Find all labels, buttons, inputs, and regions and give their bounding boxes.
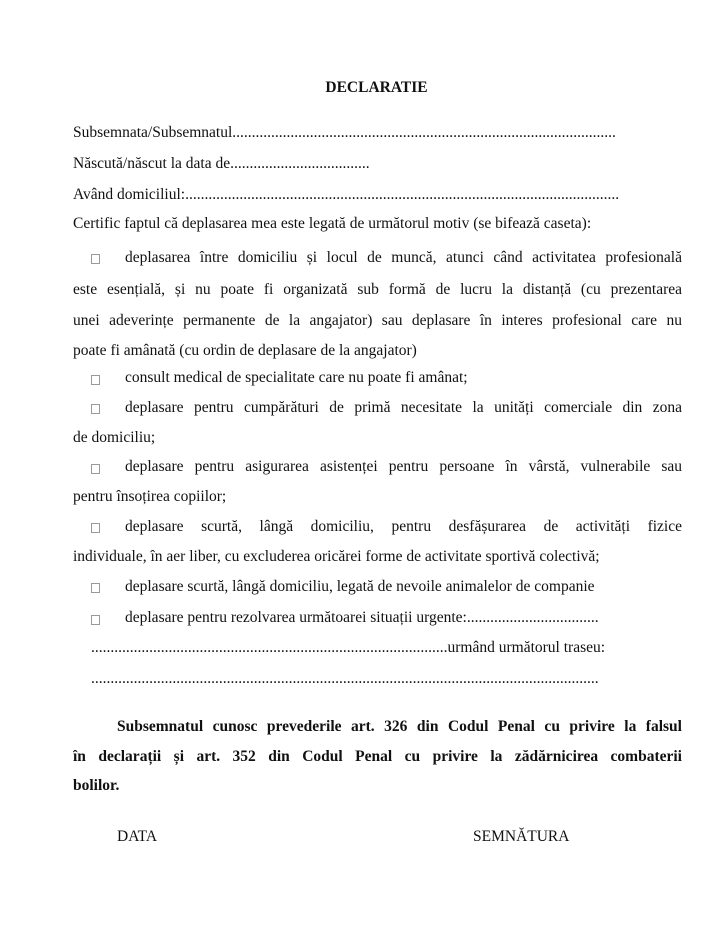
option-assistance-line2: pentru însoțirea copiilor; <box>73 488 227 505</box>
document-title: DECLARATIE <box>325 79 428 96</box>
option-work-line2: este esențială, și nu poate fi organizată sub formă de lucru la distanță (cu prezentarea <box>73 281 682 298</box>
checkbox-medical[interactable] <box>91 375 100 385</box>
checkbox-shopping[interactable] <box>91 404 100 414</box>
option-pets-line1: deplasare scurtă, lângă domiciliu, legată de nevoile animalelor de companie <box>125 578 595 595</box>
option-assistance-line1: deplasare pentru asigurarea asistenței pentru persoane în vârstă, vulnerabile sau <box>125 458 682 475</box>
option-physical-activity-line1: deplasare scurtă, lângă domiciliu, pentru desfășurarea de activități fizice <box>125 518 682 535</box>
warning-line1: Subsemnatul cunosc prevederile art. 326 din Codul Penal cu privire la falsul <box>117 718 682 735</box>
option-work-line4: poate fi amânată (cu ordin de deplasare de la angajator) <box>73 342 417 359</box>
option-urgent-line1[interactable]: deplasare pentru rezolvarea următoarei situații urgente:.................................. <box>125 609 599 626</box>
checkbox-physical-activity[interactable] <box>91 523 100 533</box>
checkbox-work[interactable] <box>91 254 100 264</box>
checkbox-pets[interactable] <box>91 583 100 593</box>
route-line-2[interactable]: ................................................................................................................................... <box>91 670 599 687</box>
route-line-1[interactable]: ............................................................................................urmând următorul traseu: <box>91 639 606 656</box>
option-shopping-line2: de domiciliu; <box>73 429 156 446</box>
birth-date-field[interactable]: Născută/născut la data de.................................... <box>73 155 370 172</box>
option-physical-activity-line2: individuale, în aer liber, cu excluderea oricărei forme de activitate sportivă colectivă; <box>73 548 600 565</box>
domicile-field[interactable]: Având domiciliul:................................................................................................................ <box>73 186 620 203</box>
date-label: DATA <box>117 828 158 845</box>
option-shopping-line1: deplasare pentru cumpărături de primă necesitate la unități comerciale din zona <box>125 399 682 416</box>
certify-instruction: Certific faptul că deplasarea mea este legată de următorul motiv (se bifează caseta): <box>73 215 592 232</box>
warning-line2: în declarații și art. 352 din Codul Penal cu privire la zădărnicirea combaterii <box>73 748 682 765</box>
checkbox-urgent[interactable] <box>91 615 100 625</box>
option-work-line1: deplasarea între domiciliu și locul de muncă, atunci când activitatea profesională <box>125 249 682 266</box>
name-field[interactable]: Subsemnata/Subsemnatul................................................................................................... <box>73 124 616 141</box>
warning-line3: bolilor. <box>73 777 120 794</box>
checkbox-assistance[interactable] <box>91 464 100 474</box>
option-work-line3: unei adeverințe permanente de la angajator) sau deplasare în interes profesional care nu <box>73 312 682 329</box>
signature-label: SEMNĂTURA <box>473 828 570 845</box>
option-medical-line1: consult medical de specialitate care nu poate fi amânat; <box>125 369 468 386</box>
